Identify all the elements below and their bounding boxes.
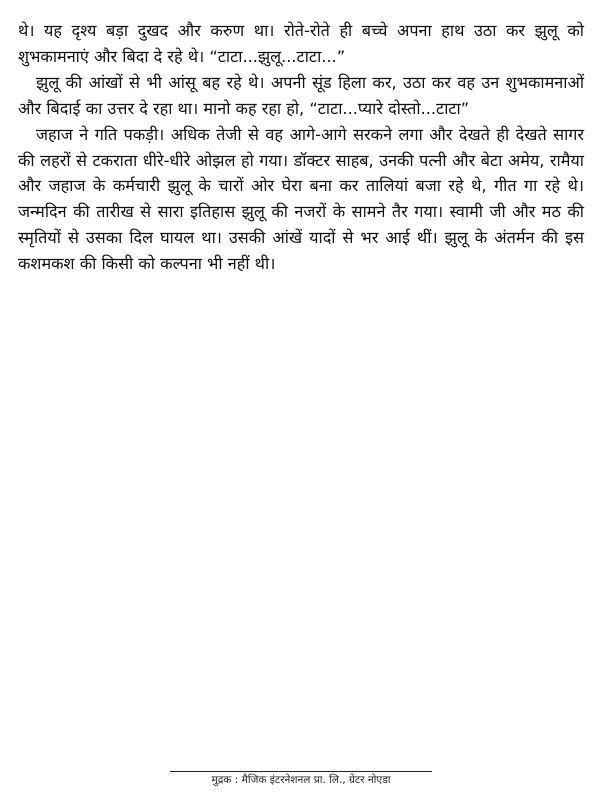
page-body-text	[18, 18, 584, 277]
paragraph-2: झुलू की आंखों से भी आंसू बह रहे थे। अपनी सूंड हिला कर, उठा कर वह उन शुभकामनाओं और बिदाई का उत्तर दे रहा था। मानो कह रहा हो, “टाटा...प्यारे दोस्तो...टाटा”	[18, 72, 584, 118]
paragraph-3: जहाज ने गति पकड़ी। अधिक तेजी से वह आगे-आगे सरकने लगा और देखते ही देखते सागर की लहरों से टकराता धीरे-धीरे ओझल हो गया। डॉक्टर साहब, उनकी पत्नी और बेटा अमेय, रामैया और जहाज के कर्मचारी झुलू के चारों ओर घेरा बना कर तालियां बजा रहे थे, गीत गा रहे थे। जन्मदिन की तारीख से सारा इतिहास झुलू की नजरों के सामने तैर गया। स्वामी जी और मठ की स्मृतियों से उसका दिल घायल था। उसकी आंखें यादों से भर आई थीं। झुलू के अंतर्मन की इस कशमकश की किसी को कल्पना भी नहीं थी।	[18, 124, 584, 274]
paragraph-1: थे। यह दृश्य बड़ा दुखद और करुण था। रोते-रोते ही बच्चे अपना हाथ उठा कर झुलू को शुभकामनाएं और बिदा दे रहे थे। “टाटा...झुलू...टाटा...”	[18, 21, 584, 66]
printer-credit: मुद्रक : मैजिक इंटरनेशनल प्रा. लि., ग्रेटर नोएडा	[211, 774, 391, 786]
footer-rule	[170, 771, 432, 772]
